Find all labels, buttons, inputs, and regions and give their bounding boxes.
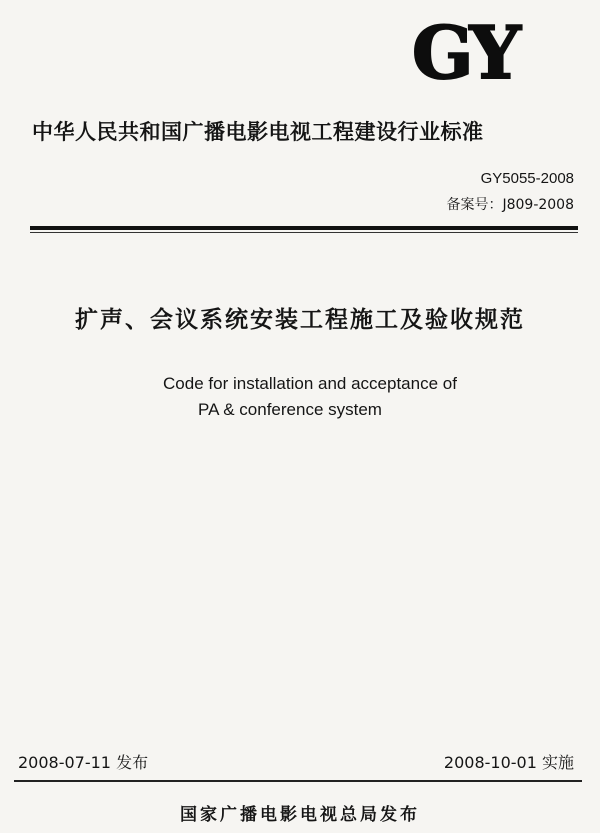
gy-logo	[412, 14, 562, 88]
document-title-english-line2: PA & conference system	[198, 400, 382, 419]
standard-category-title: 中华人民共和国广播电影电视工程建设行业标准	[32, 120, 484, 144]
issue-date: 2008-07-11 发布	[18, 753, 149, 772]
header-rule-thin	[30, 232, 578, 233]
gy-logo-text: GY	[412, 14, 517, 88]
document-title-english-line1: Code for installation and acceptance of	[163, 374, 457, 393]
implementation-date: 2008-10-01 实施	[443, 753, 574, 772]
issuing-authority: 国家广播电影电视总局发布	[180, 805, 420, 825]
record-number: 备案号：J809-2008	[446, 197, 574, 213]
document-title-chinese: 扩声、会议系统安装工程施工及验收规范	[75, 307, 525, 333]
footer-rule	[14, 780, 582, 782]
header-rule-thick	[30, 226, 578, 230]
standard-number: GY5055-2008	[480, 170, 574, 187]
